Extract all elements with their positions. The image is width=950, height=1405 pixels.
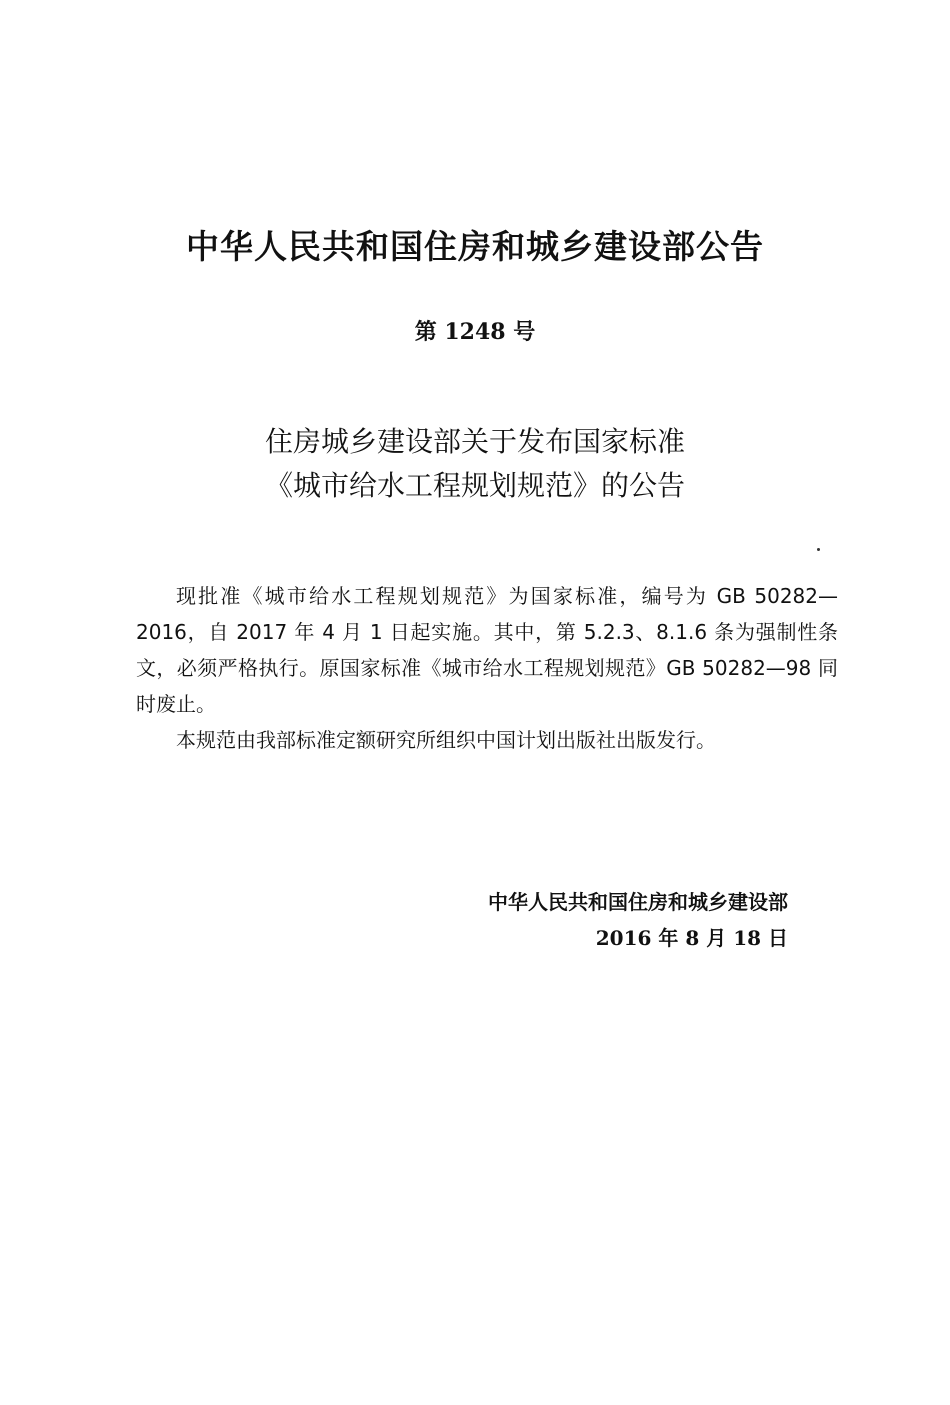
body-paragraph-1: 现批准《城市给水工程规划规范》为国家标准，编号为 GB 50282—2016，自 2017 年 4 月 1 日起实施。其中，第 5.2.3、8.1.6 条为强制性条文，必须严格执行。原国家标准《城市给水工程规划规范》GB 50282—98 同时废止。: [136, 584, 838, 716]
announcement-body: [136, 578, 838, 758]
subject-line-1: 住房城乡建设部关于发布国家标准: [264, 425, 685, 458]
signature-date: 2016 年 8 月 18 日: [595, 926, 788, 950]
subject-line-2: 《城市给水工程规划规范》的公告: [264, 469, 685, 502]
signature-block: [400, 884, 788, 956]
announcement-subject: [0, 420, 950, 508]
scan-mark: [817, 548, 820, 551]
signature-issuer: 中华人民共和国住房和城乡建设部: [488, 890, 788, 914]
body-paragraph-2: 本规范由我部标准定额研究所组织中国计划出版社出版发行。: [176, 728, 716, 752]
announcement-number: 第 1248 号: [414, 319, 536, 345]
announcement-authority-title: 中华人民共和国住房和城乡建设部公告: [186, 227, 764, 266]
